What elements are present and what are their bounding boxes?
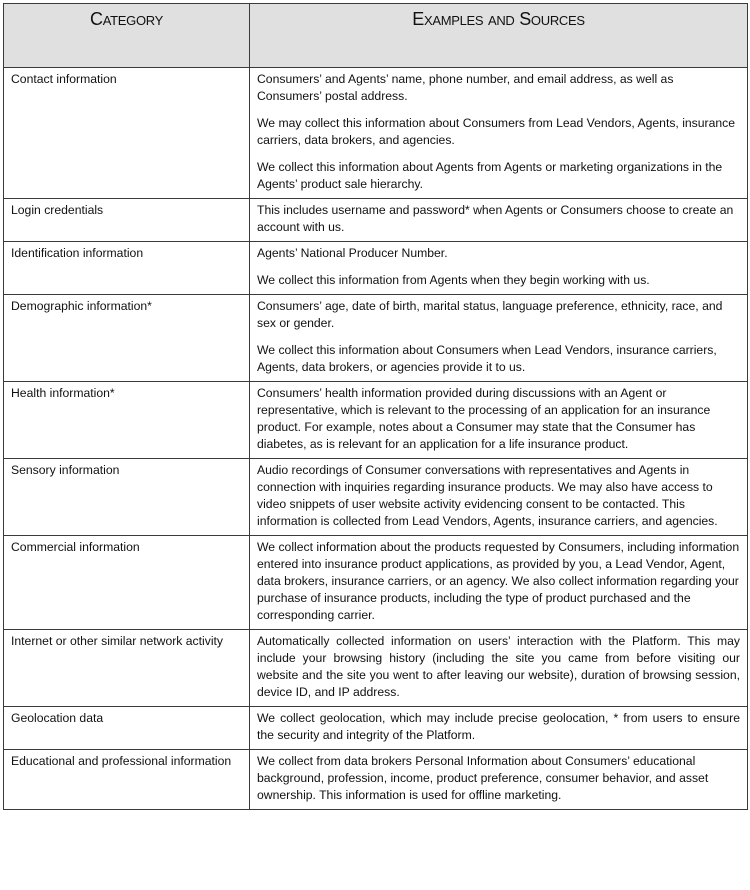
- table-row: [4, 68, 748, 199]
- table-row: [4, 750, 748, 810]
- paragraph: Consumers’ and Agents’ name, phone number, and email address, as well as Consumers’ postal address.: [257, 72, 674, 103]
- paragraph: We collect this information from Agents when they begin working with us.: [257, 273, 650, 287]
- paragraph: Audio recordings of Consumer conversations with representatives and Agents in connection with inquiries regarding insurance products. We may also have access to video snippets of user website activity evidencing consent to be contacted. This information is collected from Lead Vendors, Agents, insurance carriers, and agencies.: [257, 463, 718, 528]
- paragraph: We collect geolocation, which may include precise geolocation, * from users to ensure the security and integrity of the Platform.: [257, 711, 740, 742]
- table-row: [4, 536, 748, 630]
- column-header-examples: Examples and Sources: [250, 4, 748, 68]
- examples-cell: [250, 630, 748, 707]
- paragraph: We collect this information about Agents from Agents or marketing organizations in the Agents’ product sale hierarchy.: [257, 160, 723, 191]
- examples-cell: [250, 242, 748, 295]
- examples-cell: [250, 707, 748, 750]
- category-cell: Commercial information: [4, 536, 250, 630]
- column-header-category: Category: [4, 4, 250, 68]
- paragraph: Automatically collected information on users’ interaction with the Platform. This may include your browsing history (including the site you came from before visiting our website and the site you went to after leaving our website), duration of browsing session, device ID, and IP address.: [257, 634, 740, 699]
- table-row: [4, 199, 748, 242]
- category-cell: Health information*: [4, 382, 250, 459]
- category-cell: Geolocation data: [4, 707, 250, 750]
- table-row: [4, 382, 748, 459]
- category-cell: Contact information: [4, 68, 250, 199]
- paragraph: Consumers’ age, date of birth, marital status, language preference, ethnicity, race, and sex or gender.: [257, 299, 723, 330]
- table-header-row: [4, 4, 748, 68]
- table-row: [4, 242, 748, 295]
- category-cell: Internet or other similar network activity: [4, 630, 250, 707]
- paragraph: We may collect this information about Consumers from Lead Vendors, Agents, insurance carriers, data brokers, and agencies.: [257, 116, 736, 147]
- table-row: [4, 459, 748, 536]
- examples-cell: [250, 295, 748, 382]
- paragraph: This includes username and password* when Agents or Consumers choose to create an account with us.: [257, 203, 734, 234]
- category-cell: Educational and professional information: [4, 750, 250, 810]
- examples-cell: [250, 459, 748, 536]
- paragraph: Consumers’ health information provided during discussions with an Agent or representative, which is relevant to the processing of an application for an insurance product. For example, notes about a Consumer may state that the Consumer has diabetes, as is relevant for an application for a life insurance product.: [257, 386, 711, 451]
- category-cell: Sensory information: [4, 459, 250, 536]
- examples-cell: [250, 382, 748, 459]
- paragraph: We collect information about the products requested by Consumers, including information entered into insurance product applications, as provided by you, a Lead Vendor, Agent, data brokers, insurance carriers, or an agency. We also collect information regarding your purchase of insurance products, including the type of product purchased and the corresponding carrier.: [257, 540, 740, 622]
- category-cell: Login credentials: [4, 199, 250, 242]
- paragraph: We collect from data brokers Personal Information about Consumers’ educational background, profession, income, product preference, consumer behavior, and asset ownership. This information is used for offline marketing.: [257, 754, 709, 802]
- examples-cell: [250, 199, 748, 242]
- examples-cell: [250, 536, 748, 630]
- table-row: [4, 707, 748, 750]
- privacy-categories-table: [3, 3, 748, 810]
- paragraph: Agents’ National Producer Number.: [257, 246, 448, 260]
- table-row: [4, 295, 748, 382]
- examples-cell: [250, 750, 748, 810]
- examples-cell: [250, 68, 748, 199]
- table-row: [4, 630, 748, 707]
- category-cell: Demographic information*: [4, 295, 250, 382]
- category-cell: Identification information: [4, 242, 250, 295]
- paragraph: We collect this information about Consumers when Lead Vendors, insurance carriers, Agents, data brokers, or agencies provide it to us.: [257, 343, 717, 374]
